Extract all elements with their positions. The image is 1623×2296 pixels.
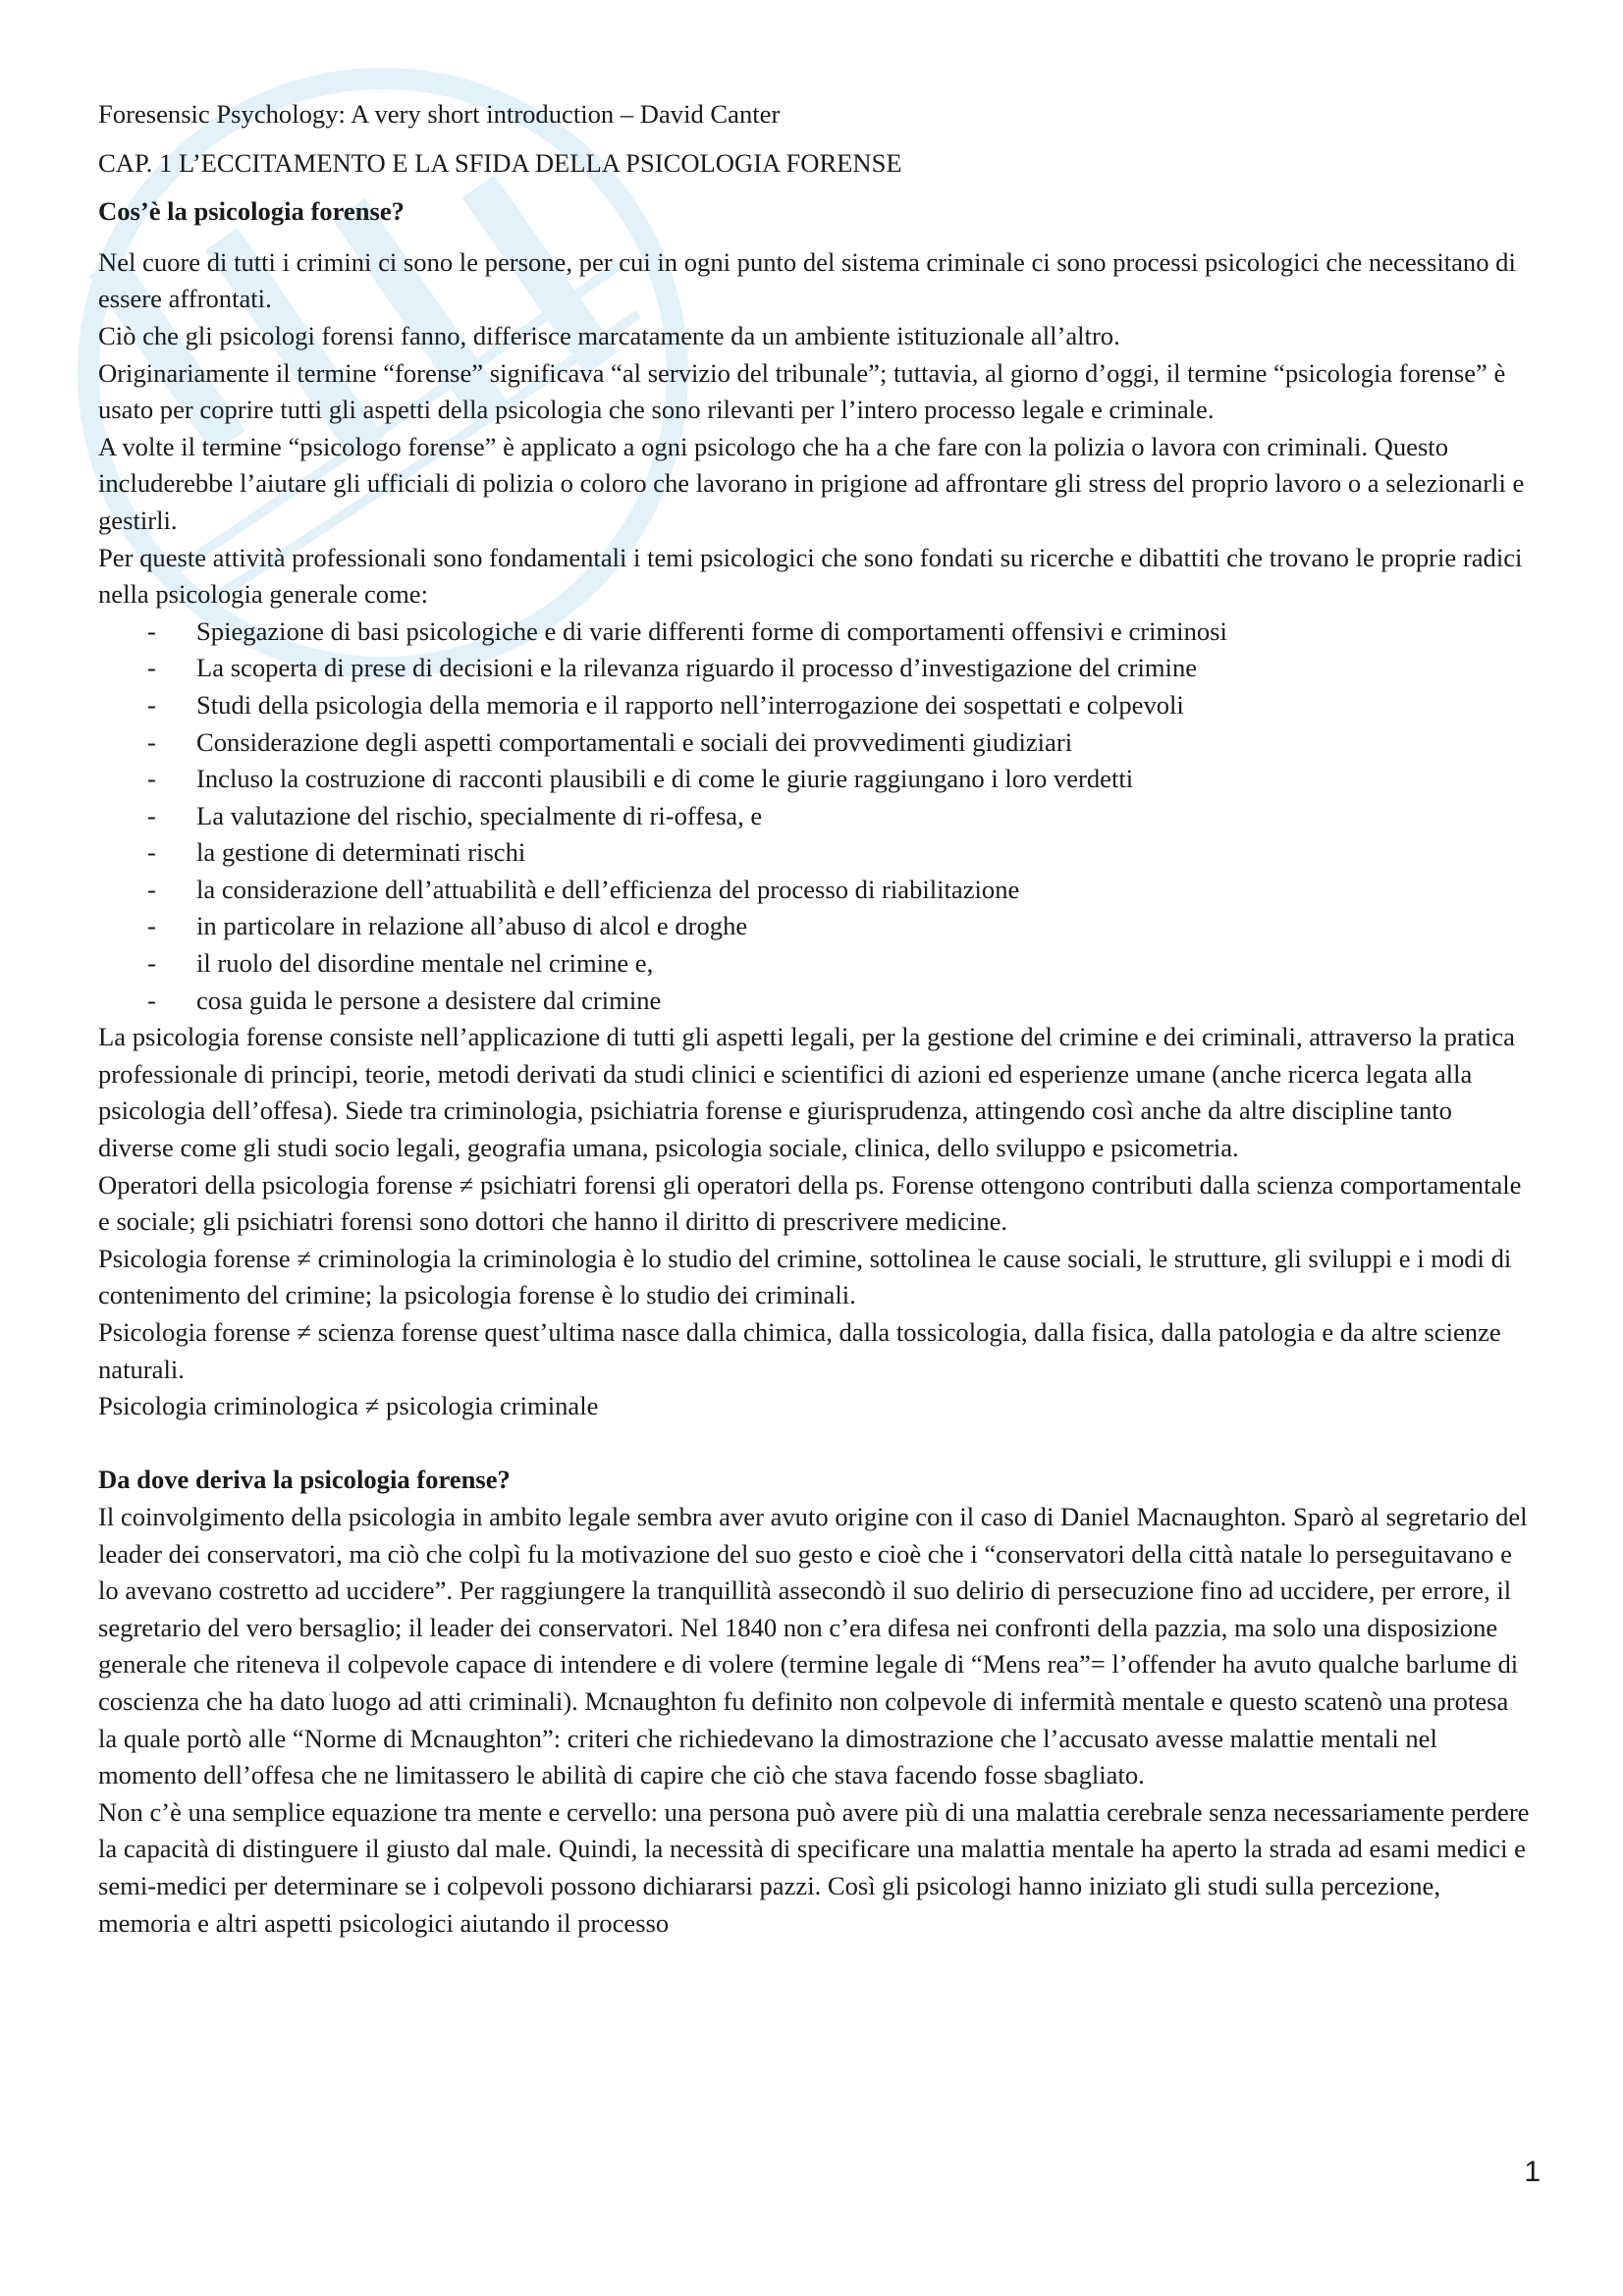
list-item [98,908,1532,945]
section-heading-origin: Da dove deriva la psicologia forense? [98,1465,511,1495]
paragraph: Operatori della psicologia forense ≠ psichiatri forensi gli operatori della ps. Forense ottengono contributi dalla scienza comportamentale e sociale; gli psichiatri forensi sono dottori che hanno il diritto di prescrivere medicine. [98,1169,1522,1237]
document-body [98,96,1532,1942]
topics-bullet-list [98,614,1532,1020]
list-item-text: Spiegazione di basi psicologiche e di varie differenti forme di comportamenti offensivi e criminosi [196,615,1227,646]
paragraph: Il coinvolgimento della psicologia in ambito legale sembra aver avuto origine con il caso di Daniel Macnaughton. Sparò al segretario del leader dei conservatori, ma ciò che colpì fu la motivazione del suo gesto e cioè che i “conservatori della città natale lo perseguitavano e lo avevano costretto ad uccidere”. Per raggiungere la tranquillità assecondò il suo delirio di persecuzione fino ad uccidere, per errore, il segretario del vero bersaglio; il leader dei conservatori. Nel 1840 non c’era difesa nei confronti della pazzia, ma solo una disposizione generale che riteneva il colpevole capace di intendere e di volere (termine legale di “Mens rea”= l’offender ha avuto qualche barlume di coscienza che ha dato luogo ad atti criminali). Mcnaughton fu definito non colpevole di infermità mentale e questo scatenò una protesa la quale portò alle “Norme di Mcnaughton”: criteri che richiedevano la dimostrazione che l’accusato avesse malattie mentali nel momento dell’offesa che ne limitassero le abilità di capire che ciò che stava facendo fosse sbagliato. [98,1501,1528,1790]
section-heading-what-is: Cos’è la psicologia forense? [98,196,405,227]
paragraph: Non c’è una semplice equazione tra mente e cervello: una persona può avere più di una malattia cerebrale senza necessariamente perdere la capacità di distinguere il giusto dal male. Quindi, la necessità di specificare una malattia mentale ha aperto la strada ad esami medici e semi-medici per determinare se i colpevoli possono dichiararsi pazzi. Così gli psicologi hanno iniziato gli studi sulla percezione, memoria e altri aspetti psicologici aiutando il processo [98,1796,1530,1938]
bullet-dash: - [147,985,156,1015]
page-number: 1 [1524,2156,1541,2188]
bullet-dash: - [147,800,156,830]
list-item-text: la gestione di determinati rischi [196,837,526,868]
paragraph: Nel cuore di tutti i crimini ci sono le persone, per cui in ogni punto del sistema criminale ci sono processi psicologici che necessitano di essere affrontati. [98,246,1516,314]
list-item-text: in particolare in relazione all’abuso di alcol e droghe [196,911,748,941]
bullet-dash: - [147,615,156,646]
list-item [98,798,1532,835]
blank-line [98,1425,1532,1463]
list-item-text: La scoperta di prese di decisioni e la rilevanza riguardo il processo d’investigazione del crimine [196,653,1198,683]
paragraph: Ciò che gli psicologi forensi fanno, differisce marcatamente da un ambiente istituzionale all’altro. [98,320,1120,350]
list-item-text: cosa guida le persone a desistere dal crimine [196,985,662,1015]
bullet-dash: - [147,764,156,794]
list-item-text: La valutazione del rischio, specialmente di ri-offesa, e [196,800,763,830]
bullet-dash: - [147,689,156,720]
paragraph: La psicologia forense consiste nell’applicazione di tutti gli aspetti legali, per la gestione del crimine e dei criminali, attraverso la pratica professionale di principi, teorie, metodi derivati da studi clinici e scientifici di azioni ed esperienze umane (anche ricerca legata alla psicologia dell’offesa). Siede tra criminologia, psichiatria forense e giurisprudenza, attingendo così anche da altre discipline tanto diverse come gli studi socio legali, geografia umana, psicologia sociale, clinica, dello sviluppo e psicometria. [98,1022,1515,1163]
paragraph: Psicologia criminologica ≠ psicologia criminale [98,1391,599,1421]
chapter-title: CAP. 1 L’ECCITAMENTO E LA SFIDA DELLA PSICOLOGIA FORENSE [98,147,902,178]
bullet-dash: - [147,874,156,904]
list-item [98,761,1532,798]
paragraph: A volte il termine “psicologo forense” è applicato a ogni psicologo che ha a che fare con la polizia o lavora con criminali. Questo includerebbe l’aiutare gli ufficiali di polizia o coloro che lavorano in prigione ad affrontare gli stress del proprio lavoro o a selezionarli e gestirli. [98,431,1525,535]
paragraph: Per queste attività professionali sono fondamentali i temi psicologici che sono fondati su ricerche e dibattiti che trovano le proprie radici nella psicologia generale come: [98,542,1523,610]
list-item [98,834,1532,872]
list-item [98,724,1532,762]
list-item-text: Studi della psicologia della memoria e il rapporto nell’interrogazione dei sospettati e colpevoli [196,689,1184,720]
list-item-text: Considerazione degli aspetti comportamentali e sociali dei provvedimenti giudiziari [196,726,1073,757]
paragraph: Psicologia forense ≠ criminologia la criminologia è lo studio del crimine, sottolinea le cause sociali, le strutture, gli sviluppi e i modi di contenimento del crimine; la psicologia forense è lo studio dei criminali. [98,1243,1512,1310]
bullet-dash: - [147,911,156,941]
bullet-dash: - [147,837,156,868]
list-item [98,687,1532,724]
bullet-dash: - [147,726,156,757]
list-item-text: il ruolo del disordine mentale nel crimine e, [196,948,654,979]
book-title: Foresensic Psychology: A very short introduction – David Canter [98,99,781,129]
list-item [98,614,1532,651]
bullet-dash: - [147,948,156,979]
list-item [98,983,1532,1020]
list-item [98,650,1532,687]
paragraph: Psicologia forense ≠ scienza forense quest’ultima nasce dalla chimica, dalla tossicologia, dalla fisica, dalla patologia e da altre scienze naturali. [98,1317,1501,1384]
list-item [98,872,1532,909]
list-item-text: la considerazione dell’attuabilità e dell’efficienza del processo di riabilitazione [196,874,1020,904]
list-item-text: Incluso la costruzione di racconti plausibili e di come le giurie raggiungano i loro verdetti [196,764,1134,794]
list-item [98,945,1532,983]
bullet-dash: - [147,653,156,683]
paragraph: Originariamente il termine “forense” significava “al servizio del tribunale”; tuttavia, al giorno d’oggi, il termine “psicologia forense” è usato per coprire tutti gli aspetti della psicologia che sono rilevanti per l’intero processo legale e criminale. [98,357,1506,425]
